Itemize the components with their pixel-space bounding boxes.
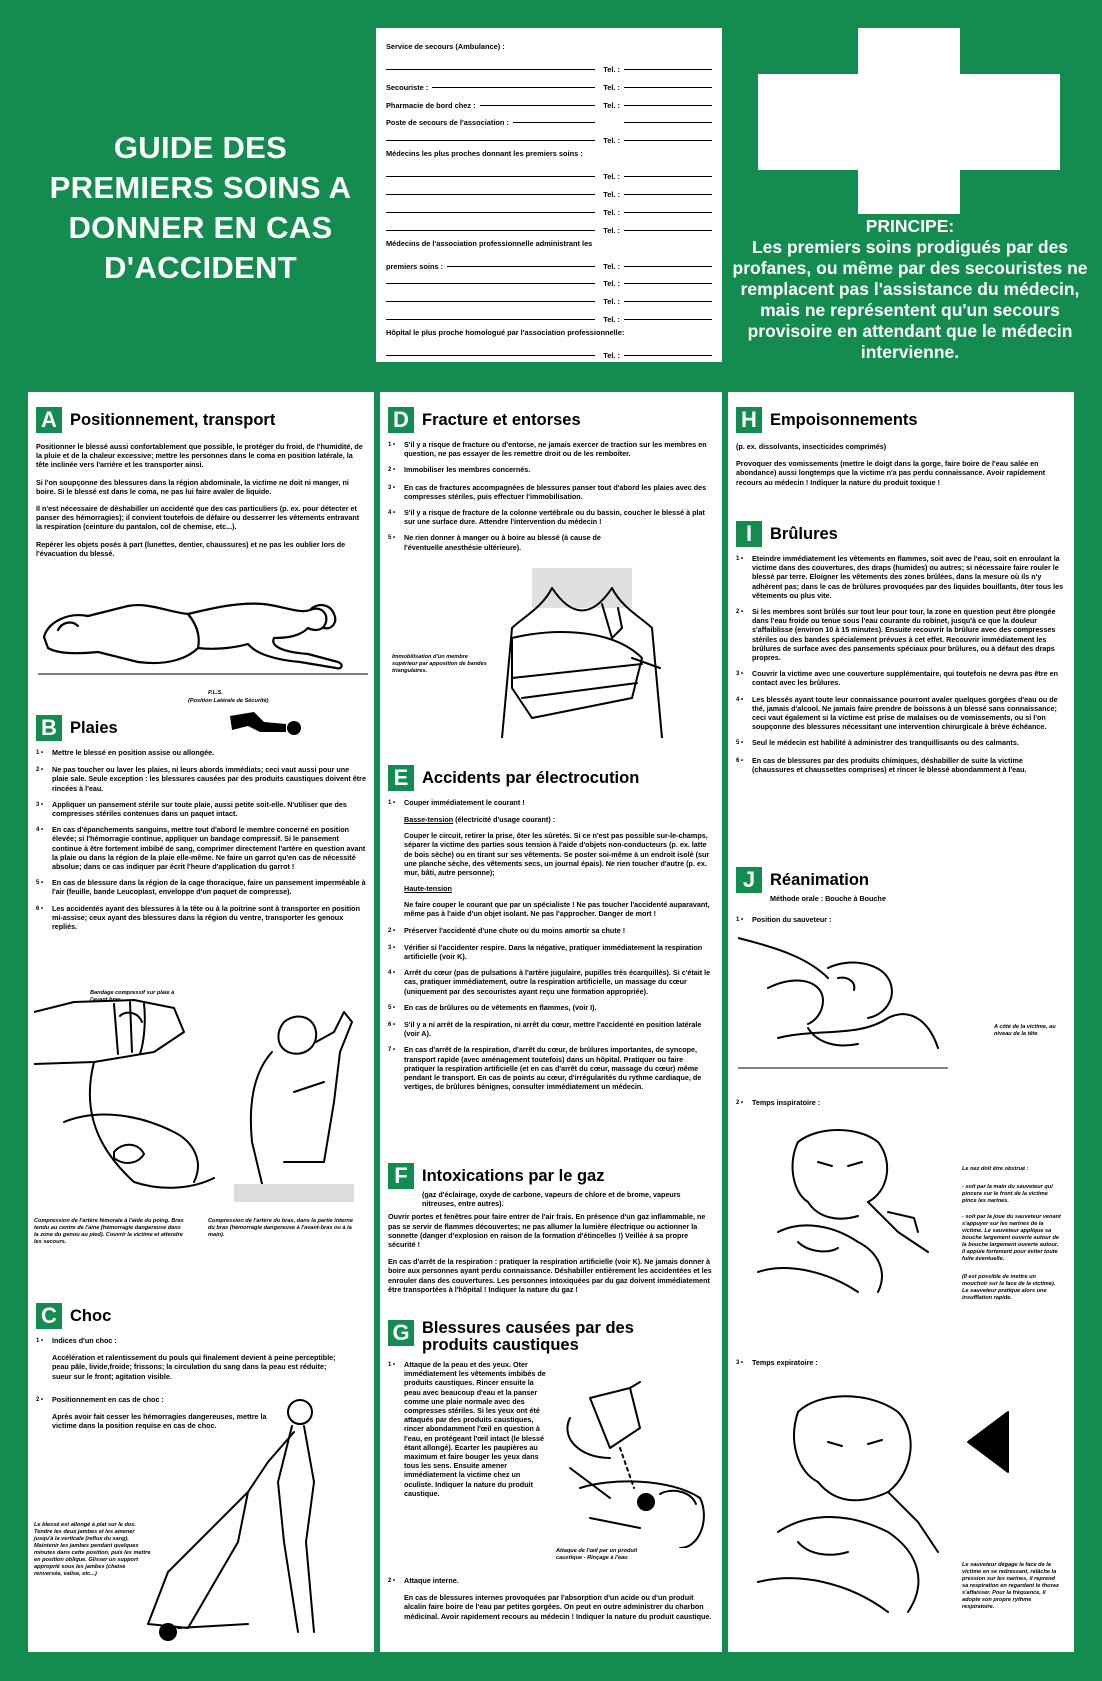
section-title: Plaies — [70, 719, 118, 737]
high-voltage-text: Ne faire couper le courant que par un spécialiste ! Ne pas toucher l'accidenté auparavant, même pas à l'aide d'un objet isolant. Ne pas l'approcher. Danger de mort ! — [404, 900, 710, 919]
high-voltage-heading: Haute-tension — [404, 884, 452, 894]
section-title: Blessures causées par des produits caustiques — [422, 1319, 634, 1354]
list-item: 5 • Seul le médecin est habilité à administrer des tranquillisants ou des calmants. — [736, 738, 1019, 748]
principle-heading: PRINCIPE: — [865, 216, 955, 236]
caption-pls-full: (Position Latérale de Sécurité) — [188, 698, 269, 704]
recovery-position-illustration — [38, 592, 368, 682]
contact-row-secouriste: Secouriste : Tel. : — [386, 74, 712, 92]
contact-row: Tel. : — [386, 271, 712, 289]
section-title: Choc — [70, 1307, 112, 1325]
column-middle — [380, 392, 722, 1652]
internal-attack-text: En cas de blessures internes provoquées par l'absorption d'un acide ou d'un produit alcalin faire boire de l'eau par petites gorgées. On peut en outre administrer du charbon médicinal. Avoir rapidement recours au médecin ! Indiquer la nature du produit caustique. — [404, 1593, 712, 1621]
list-item: 2 • Positionnement en cas de choc : — [36, 1394, 164, 1404]
list-item: 1 • Indices d'un choc : — [36, 1336, 117, 1345]
section-letter-badge: I — [736, 521, 762, 547]
contact-row: Tel. : — [386, 127, 712, 145]
column-right — [728, 392, 1074, 1652]
contact-row: Tel. : — [386, 181, 712, 199]
section-letter-badge: G — [388, 1320, 414, 1346]
section-letter-badge: J — [736, 867, 762, 893]
list-item: 2 • Immobiliser les membres concernés. — [388, 465, 531, 475]
shock-position-illustration — [128, 1392, 368, 1642]
section-title: Positionnement, transport — [70, 411, 276, 429]
list-item: 3 • En cas de fractures accompagnées de blessures panser tout d'abord les plaies avec des compresses stériles, puis effectuer l'immobilisation. — [388, 482, 707, 501]
gas-subtitle: (gaz d'éclairage, oxyde de carbone, vapeurs de chlore et de brome, vapeurs nitreuses, entre autres). — [422, 1190, 681, 1209]
shock-position-text: Après avoir fait cesser les hémorragies dangereuses, mettre la victime dans la position requise en cas de choc. — [52, 1412, 267, 1431]
section-letter-badge: B — [36, 715, 62, 741]
contact-hopital-label: Hôpital le plus proche homologué par l'association professionnelle: — [386, 328, 625, 338]
contact-row: Tel. : — [386, 199, 712, 217]
column-left — [28, 392, 374, 1652]
contact-row: Tel. : — [386, 56, 712, 74]
contact-row: Tel. : — [386, 163, 712, 181]
principle-block — [730, 216, 1090, 363]
section-g-internal — [388, 1576, 714, 1628]
paragraph: (p. ex. dissolvants, insecticides comprimés) — [736, 442, 887, 451]
first-aid-cross-icon — [758, 28, 1060, 214]
caption-nose-blocked: Le nez doit être obstrué : — [962, 1166, 1029, 1172]
injured-person-icon — [224, 708, 304, 738]
caption-pls: P.L.S. — [208, 690, 223, 696]
caption-nose-cheek: - soit par la joue du sauveteur venant s'appuyer sur les narines de la victime. Le sauveteur applique sa bouche largement ouverte autour de la bouche largement ouverte autour, il appuie fortement pour éviter toute fuite éventuelle. — [962, 1214, 1061, 1262]
paragraph: Repérer les objets posés à part (lunettes, dentier, chaussures) et ne pas les oublier lors de l'évacuation du blessé. — [36, 539, 346, 558]
section-letter-badge: F — [388, 1163, 414, 1189]
section-title: Réanimation — [770, 871, 870, 889]
page-title: GUIDE DES PREMIERS SOINS A DONNER EN CAS D'ACCIDENT — [49, 130, 352, 285]
shock-indices-text: Accélération et ralentissement du pouls qui finalement devient à peine perceptible; peau pâle, livide,froide; frissons; la circulation du sang dans la peau est réduite; sueur sur le front; agitation visible. — [52, 1353, 336, 1381]
section-letter-badge: E — [388, 765, 414, 791]
section-b — [36, 714, 366, 938]
section-h — [736, 406, 1066, 487]
resuscitation-step-3 — [736, 1358, 1066, 1375]
eye-rinse-illustration — [550, 1378, 720, 1548]
caption-handkerchief: (Il est possible de mettre un mouchoir sur la face de la victime). Le sauveteur pratique alors une insufflation rapide. — [962, 1274, 1056, 1301]
list-item: 1 • S'il y a risque de fracture ou d'entorse, ne jamais exercer de traction sur les membres en question, ne pas essayer de les remettre droit ou de les remboîter. — [388, 440, 707, 459]
list-item: 4 • Les blessés ayant toute leur connaissance pourront avaler quelques gorgées d'eau ou de thé, jamais d'alcool. Ne jamais faire prendre de boissons à un blessé sans connaissance; ceci vaut également si la victime est prise de malaises ou de vomissements, ou si l'on soupçonne des blessures nécessitant une intervention chirurgicale à brève échéance. — [736, 694, 1058, 732]
list-item: 1 • Mettre le blessé en position assise ou allongée. — [36, 748, 215, 757]
contact-row: Tel. : — [386, 342, 712, 360]
contact-row: Tel. : — [386, 288, 712, 306]
list-item: 4 • Arrêt du cœur (pas de pulsations à l'artère jugulaire, pupilles très écarquillés). Si c'était le cas, pratiquer immédiatement, outre la respiration artificielle, un massage du cœur (uniquement par des secouristes ayant reçu une formation appropriée). — [388, 968, 711, 996]
wound-compression-illustration — [34, 992, 364, 1212]
caption-femoral-compression: Compression de l'artère fémorale à l'aide du poing. Bras tendu au centre de l'aine (hémorragie dangereuse dans la zone du genou au pied). Couvrir la victime et attendre les secours. — [34, 1218, 184, 1245]
caption-arm-compression: Compression de l'artère du bras, dans la partie interne du bras (hémorragie dangereuse à l'avant-bras ou à la main). — [208, 1218, 353, 1238]
principle-text: Les premiers soins prodigués par des profanes, ou même par des secouristes ne remplacent pas l'assistance du médecin, mais ne représentent qu'un secours provisoire en attendant que le médecin intervienne. — [732, 237, 1088, 362]
list-item: 2 • Si les membres sont brûlés sur tout leur pour tour, la zone en question peut être plongée dans l'eau froide ou tenue sous l'eau courante du robinet, jusqu'à ce que la douleur s'affaiblisse (environ 10 à 15 minutes). Ensuite recouvrir la brûlure avec des compresses stériles ou des bandes spécialement prévues à cet effet. Recouvrir immédiatement les brûlures de surface avec des pansements spéciaux pour brûlures, ou à défaut des draps propres. — [736, 607, 1056, 663]
list-item: 4 • En cas d'épanchements sanguins, mettre tout d'abord le membre concerné en position élevée; si l'hémorragie continue, appliquer un bandage compressif. Si le pansement continue à être fortement imbibé de sang, comprimer directement l'artère en question avant la plaie ou dans la région de la plaie elle-même. Ne faire un garrot qu'en cas de nécessité absolue; dans ce cas indiquer par écrit l'heure d'application du garrot ! — [36, 825, 366, 872]
list-item: 3 • Couvrir la victime avec une couverture supplémentaire, qui toutefois ne devra pas être en contact avec les brûlures. — [736, 669, 1058, 688]
contact-row-pharmacie: Pharmacie de bord chez : Tel. : — [386, 92, 712, 110]
list-item: 1 • Couper immédiatement le courant ! — [388, 798, 525, 807]
resuscitation-method: Méthode orale : Bouche à Bouche — [770, 894, 886, 903]
contact-row-poste: Poste de secours de l'association : — [386, 110, 712, 128]
contact-row-premiers-soins: premiers soins : Tel. : — [386, 253, 712, 271]
caption-nose-hand: - soit par la main du sauveteur qui pincera sur le front de la victime pince les narines. — [962, 1184, 1053, 1204]
contact-medecins-assoc-label: Médecins de l'association professionnelle administrant les — [386, 238, 593, 248]
contact-ambulance-label: Service de secours (Ambulance) : — [386, 42, 505, 51]
list-item: 2 • Attaque interne. — [388, 1576, 459, 1585]
contact-row: Tel. : — [386, 217, 712, 235]
list-item: 6 • Les accidentés ayant des blessures à la tête ou à la poitrine sont à transporter en position mi-assise; ceux ayant des blessures dans la région du ventre, transporter les genoux repliés. — [36, 903, 360, 932]
list-item: 2 • Ne pas toucher ou laver les plaies, ni leurs abords immédiats; ceci vaut aussi pour une plaie sale. Seule exception : les blessures causées par des produits caustiques doivent être rincées à l'eau. — [36, 765, 366, 793]
section-title: Accidents par électrocution — [422, 769, 640, 787]
section-f — [388, 1162, 714, 1294]
section-letter-badge: A — [36, 407, 62, 433]
section-a — [36, 406, 366, 558]
list-item: 1 • Position du sauveteur : — [736, 915, 832, 925]
section-letter-badge: D — [388, 407, 414, 433]
section-j — [736, 866, 1066, 932]
contact-row: Tel. : — [386, 306, 712, 324]
emergency-contacts-form — [376, 28, 722, 362]
paragraph: Positionner le blessé aussi confortablement que possible, le protéger du froid, de l'humidité, de la pluie et de la chaleur excessive; mettre les personnes dans le coma en position latérale, la tête inclinée vers l'arrière et les transporter ainsi. — [36, 442, 363, 470]
list-item: 1 • Eteindre immédiatement les vêtements en flammes, soit avec de l'eau, soit en enroulant la victime dans des couvertures, des draps (humides) ou autres; si nécessaire faire rouler le blessé par terre. Eloigner les vêtements des zones brûlées, dans la mesure où ils n'y adhèrent pas; dans le cas de brûlures provoquées par des liquides bouillants, ôter tous les vêtements ou plus vite. — [736, 554, 1064, 600]
section-title: Intoxications par le gaz — [422, 1167, 605, 1185]
section-letter-badge: H — [736, 407, 762, 433]
caption-bandage: Bandage compressif sur plaie à l'avant bras — [90, 990, 175, 1003]
inspiration-illustration — [738, 1122, 938, 1312]
list-item: 2 • Temps inspiratoire : — [736, 1098, 821, 1107]
list-item: 7 • En cas d'arrêt de la respiration, d'arrêt du cœur, de brûlures importantes, de syncope, transport rapide (avec aménagement toutefois) dans un hôpital. Pratiquer ou faire pratiquer la respiration artificielle (et en cas d'arrêt du cœur, massage du cœur) même pendant le transport. En cas de points au cœur, d'irrégularités du rythme cardiaque, de vertiges, de brûlures bénignes, consulter immédiatement un médecin. — [388, 1045, 702, 1092]
section-title: Brûlures — [770, 525, 838, 543]
caption-rescuer-position: A côté de la victime, au niveau de la tête — [994, 1024, 1056, 1037]
section-d — [388, 406, 714, 559]
list-item: 5 • Ne rien donner à manger ou à boire au blessé (à cause de l'éventuelle anesthésie ultérieure). — [388, 533, 601, 552]
rescuer-position-illustration — [738, 928, 948, 1078]
caption-arm-sling: Immobilisation d'un membre supérieur par apposition de bandes triangulaires. — [392, 654, 487, 674]
section-title: Empoisonnements — [770, 411, 918, 429]
caption-expiration: Le sauveteur dégage la face de la victime en se redressant, relâche la pression sur les narines, il reprend sa respiration en regardant le thorax s'affaisser. Pour la fréquence, il adopte son propre rythme respiratoire. — [962, 1562, 1059, 1610]
section-e — [388, 764, 714, 1098]
paragraph: Si l'on soupçonne des blessures dans la région abdominale, la victime ne doit ni manger, ni boire. Si le blessé est dans le coma, ne pas lui faire avaler de liquide. — [36, 477, 349, 496]
list-item: 2 • Préserver l'accidenté d'une chute ou du moins amortir sa chute ! — [388, 925, 626, 935]
list-item: 3 • Appliquer un pansement stérile sur toute plaie, aussi petite soit-elle. N'utiliser que des compresses stériles contenues dans un paquet intact. — [36, 799, 347, 819]
paragraph: Provoquer des vomissements (mettre le doigt dans la gorge, faire boire de l'eau salée en abondance) aussi longtemps que la victime n'a pas perdu connaissance. Avoir rapidement recours au médecin ! Indiquer la nature du produit toxique ! — [736, 459, 1046, 487]
list-item: 3 • Vérifier si l'accidenter respire. Dans la négative, pratiquer immédiatement la respiration artificielle (voir K). — [388, 942, 703, 962]
section-i — [736, 520, 1066, 781]
arm-sling-illustration — [492, 568, 672, 738]
list-item: 1 • Attaque de la peau et des yeux. Oter immédiatement les vêtements imbibés de produits caustiques. Rincer ensuite la peau avec beaucoup d'eau et la panser comme une plaie normale avec des compresses stériles. Si les yeux ont été attaqués par des produits caustiques, rincer abondamment l'œil en question à l'eau, en protégeant l'œil intact (le blessé étant allongé). Ecarter les paupières au maximum et faire bouger les yeux dans tous les sens. Ensuite amener immédiatement la victime chez un oculiste. Indiquer la nature du produit caustique. — [388, 1360, 546, 1498]
list-item: 5 • En cas de brûlures ou de vêtements en flammes, (voir I). — [388, 1002, 597, 1012]
list-item: 3 • Temps expiratoire : — [736, 1358, 818, 1367]
low-voltage-text: Couper le circuit, retirer la prise, ôter les sûretés. Si ce n'est pas possible sur-le-champs, séparer la victime des parties sous tension à l'aide d'objets non-conducteurs (p. ex. latte de bois sèche) ou en tirant sur ses vêtements. Se poster soi-même à un endroit isolé (sur une planche sèche, des vêtements secs, un journal épais). Ne rien toucher d'autre (p. ex. mur, bâti, autre personne); — [404, 831, 710, 878]
list-item: 4 • S'il y a risque de fracture de la colonne vertébrale ou du bassin, coucher le blessé à plat sur une surface dure. Attendre l'intervention du médecin ! — [388, 508, 705, 527]
paragraph: En cas d'arrêt de la respiration : pratiquer la respiration artificielle (voir K). Ne jamais donner à boire aux personnes ayant perdu connaissance. Déshabiller entièrement les accidentées et les enrouler dans des couvertures. Les personnes intoxiquées par du gaz doivent immédiatement être transportées à l'hôpital ! Indiquer la nature du gaz ! — [388, 1257, 712, 1294]
paragraph: Il n'est nécessaire de déshabiller un accidenté que des cas particuliers (p. ex. pour détecter et panser des hémorragies); il convient toutefois de défaire ou desserrer les vêtements entravant la respiration (ceinture du pantalon, col de chemise, etc...). — [36, 504, 360, 532]
list-item: 5 • En cas de blessure dans la région de la cage thoracique, faire un pansement imperméable à l'air (feuille, bande Leucoplast, enveloppe d'un paquet de compresse). — [36, 878, 366, 897]
low-voltage-heading: Basse-tension (électricité d'usage courant) : — [404, 815, 556, 825]
section-letter-badge: C — [36, 1303, 62, 1329]
list-item: 6 • En cas de blessures par des produits chimiques, déshabiller de suite la victime (chaussures et chaussettes comprises) et rincer le blessé abondamment à l'eau. — [736, 755, 1027, 774]
caption-shock-position: Le blessé est allongé à plat sur le dos. Tendre les deux jambes et les amener jusqu'à la verticale (reflux du sang). Maintenir les jambes pendant quelques minutes dans cette position, puis les mettre en position oblique. Glisser un support approprié sous les jambes (chaise renversée, valise, etc...) — [34, 1522, 151, 1577]
list-item: 6 • S'il y a ni arrêt de la respiration, ni arrêt du cœur, mettre l'accidenté en position latérale (voir A). — [388, 1020, 702, 1039]
caption-eye-rinse: Attaque de l'œil par un produit caustique - Rinçage à l'eau — [556, 1548, 638, 1561]
contact-medecins-label: Médecins les plus proches donnant les premiers soins : — [386, 149, 583, 159]
section-title: Fracture et entorses — [422, 411, 581, 429]
paragraph: Ouvrir portes et fenêtres pour faire entrer de l'air frais. En présence d'un gaz inflammable, ne pas se servir de flammes découvertes; ne pas allumer la lumière électrique ou actionner la sonnette (danger d'explosion en raison de la formation d'étincelles !) Veillée à sa propre sécurité ! — [388, 1212, 706, 1250]
resuscitation-step-2 — [736, 1098, 1066, 1115]
